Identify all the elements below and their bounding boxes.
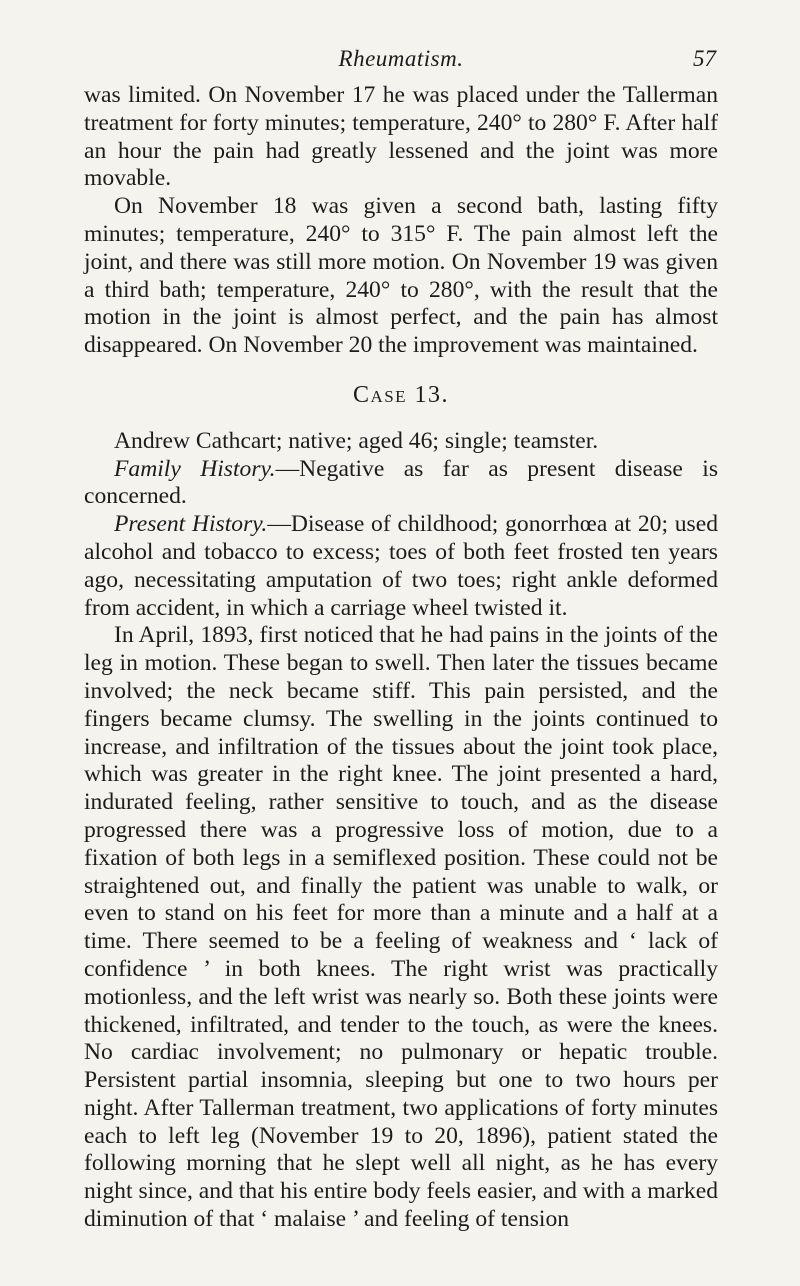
present-history-label: Present History. bbox=[114, 511, 268, 538]
paragraph-present-history bbox=[84, 511, 718, 622]
paragraph-family-history bbox=[84, 456, 718, 512]
paragraph-patient-info: Andrew Cathcart; native; aged 46; single; teamster. bbox=[114, 427, 599, 454]
family-history-text: —Negative as far as present disease is concerned. bbox=[84, 455, 719, 510]
present-history-text: —Disease of childhood; gonorrhœa at 20; used alcohol and tobacco to excess; toes of both feet frosted ten years ago, necessitating amputation of two toes; right ankle deformed from accident, in which a carriage wheel twisted it. bbox=[84, 511, 718, 621]
page-number: 57 bbox=[693, 46, 716, 71]
case-heading: Case 13. bbox=[352, 381, 450, 408]
paragraph-second-bath: On November 18 was given a second bath, lasting fifty minutes; temperature, 240° to 315° F. The pain almost left the joint, and there was still more motion. On November 19 was given a third bath; temperature, 240° to 280°, with the result that the motion in the joint is almost perfect, and the pain has almost disappeared. On November 20 the improvement was maintained. bbox=[84, 193, 718, 359]
paragraph-continuation: was limited. On November 17 he was placed under the Tallerman treatment for forty minutes; temperature, 240° to 280° F. After half an hour the pain had greatly lessened and the joint was more movable. bbox=[84, 82, 718, 192]
body-text bbox=[84, 82, 718, 1234]
family-history-label: Family History. bbox=[114, 455, 276, 482]
running-title: Rheumatism. bbox=[338, 46, 464, 71]
paragraph-clinical-course: In April, 1893, first noticed that he had pains in the joints of the leg in motion. These began to swell. Then later the tissues became involved; the neck became stiff. This pain persisted, and the fingers became clumsy. The swelling in the joints continued to increase, and infiltration of the tissues about the joint took place, which was greater in the right knee. The joint presented a hard, indurated feeling, rather sensitive to touch, and as the disease progressed there was a progressive loss of motion, due to a fixation of both legs in a semiflexed position. These could not be straightened out, and finally the patient was unable to walk, or even to stand on his feet for more than a minute and a half at a time. There seemed to be a feeling of weakness and ‘ lack of confidence ’ in both knees. The right wrist was practically motionless, and the left wrist was nearly so. Both these joints were thickened, infiltrated, and tender to the touch, as were the knees. No cardiac involvement; no pulmonary or hepatic trouble. Persistent partial insomnia, sleeping but one to two hours per night. After Tallerman treatment, two applications of forty minutes each to left leg (November 19 to 20, 1896), patient stated the following morning that he slept well all night, as he has every night since, and that his entire body feels easier, and with a marked diminution of that ‘ malaise ’ and feeling of tension bbox=[84, 622, 718, 1233]
running-head bbox=[84, 46, 718, 82]
